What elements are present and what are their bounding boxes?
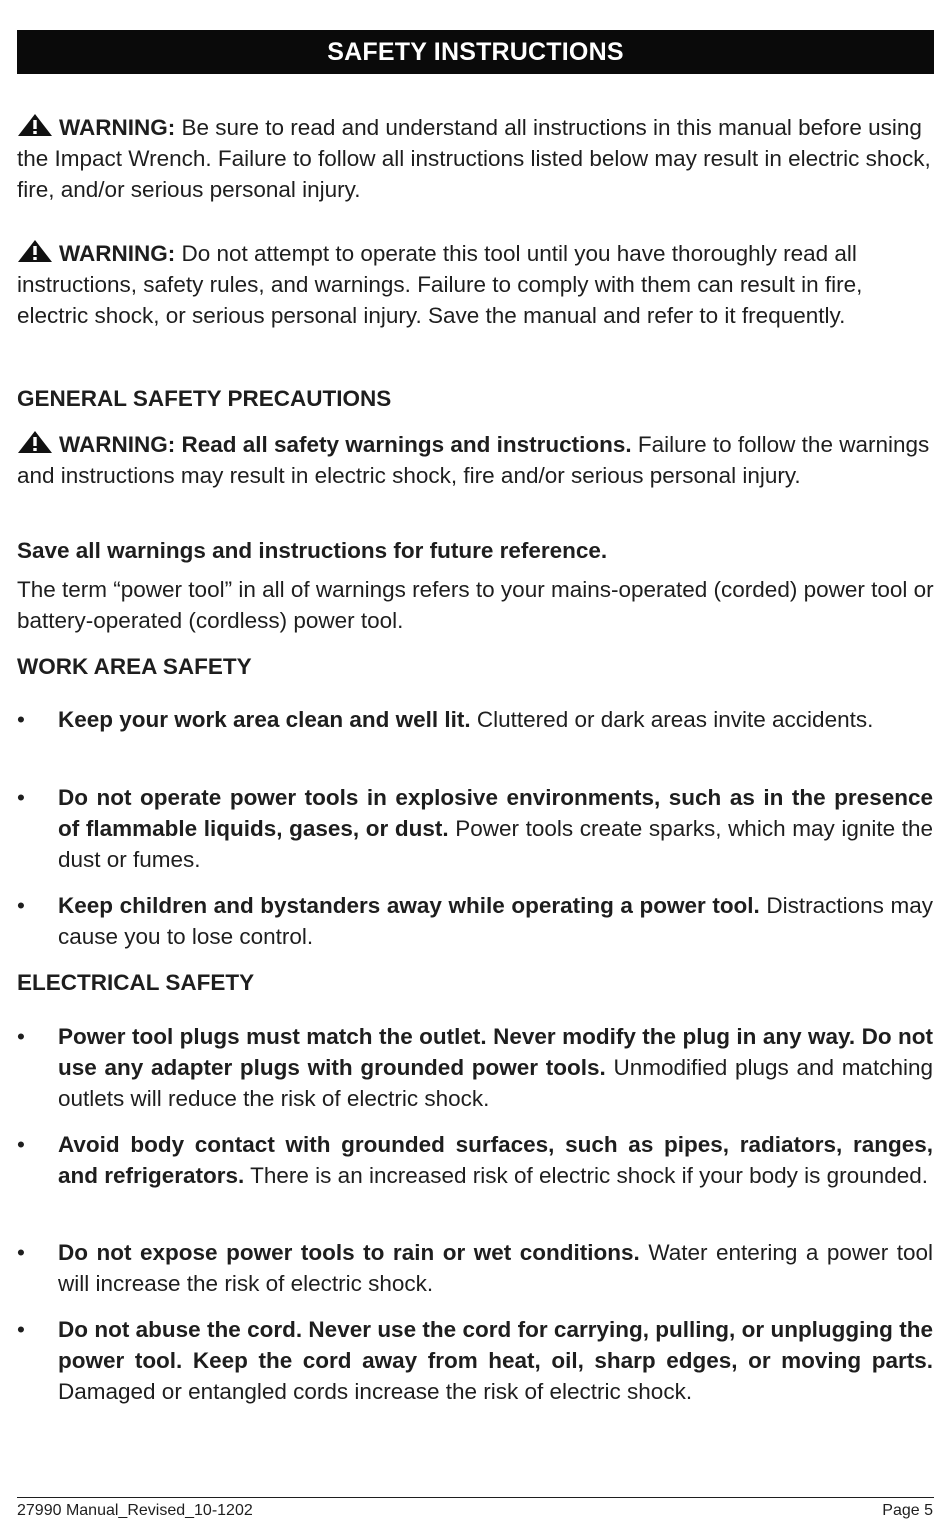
list-item-text (58, 704, 933, 735)
warning-text: Be sure to read and understand all instructions in this manual before using the Impact Wrench. Failure to follow all instructions listed below may result in electric shock, fire, and/or serious personal injury. (17, 115, 931, 202)
bullet-icon: • (17, 707, 25, 732)
bullet-icon: • (17, 893, 25, 918)
save-note: Save all warnings and instructions for future reference. (17, 538, 608, 563)
warning-label: WARNING: (59, 115, 176, 140)
bullet-icon: • (17, 785, 25, 810)
list-item-detail: There is an increased risk of electric shock if your body is grounded. (244, 1163, 928, 1188)
section-heading-electrical: ELECTRICAL SAFETY (17, 970, 255, 995)
list-item-text (58, 890, 933, 952)
list-item-text (58, 1129, 933, 1191)
list-item-text (58, 1021, 933, 1114)
section-heading-general: GENERAL SAFETY PRECAUTIONS (17, 386, 392, 411)
warning-paragraph-1 (17, 112, 935, 205)
warning-triangle-icon (17, 113, 53, 137)
footer-manual-id: 27990 Manual_Revised_10-1202 (17, 1502, 253, 1519)
bullet-icon: • (17, 1024, 25, 1049)
list-item-detail: Damaged or entangled cords increase the risk of electric shock. (58, 1379, 693, 1404)
warning-triangle-icon (17, 430, 53, 454)
bullet-icon: • (17, 1317, 25, 1342)
list-item-text (58, 782, 933, 875)
bullet-icon: • (17, 1240, 25, 1265)
list-item-bold: Keep your work area clean and well lit. (58, 707, 471, 732)
list-item-bold: Power tool plugs must match the outlet. Never modify the plug in any way. Do not use any adapter plugs with grounded power tools. (58, 1024, 933, 1080)
list-item-detail: Power tools create sparks, which may ignite the dust or fumes. (58, 816, 933, 872)
list-item-detail: Distractions may cause you to lose control. (58, 893, 933, 949)
list-item-bold: Keep children and bystanders away while operating a power tool. (58, 893, 760, 918)
list-item-text (58, 1237, 933, 1299)
warning-label: WARNING: (59, 241, 176, 266)
list-item-bold: Avoid body contact with grounded surfaces, such as pipes, radiators, ranges, and refrigerators. (58, 1132, 933, 1188)
footer-divider (17, 1497, 934, 1498)
page-title: SAFETY INSTRUCTIONS (17, 30, 934, 74)
bullet-icon: • (17, 1132, 25, 1157)
warning-text: Failure to follow the warnings and instructions may result in electric shock, fire and/or serious personal injury. (17, 432, 930, 488)
warning-triangle-icon (17, 239, 53, 263)
list-item-bold: Do not expose power tools to rain or wet conditions. (58, 1240, 640, 1265)
warning-text: Do not attempt to operate this tool until you have thoroughly read all instructions, safety rules, and warnings. Failure to comply with them can result in fire, electric shock, or serious personal injury. Save the manual and refer to it frequently. (17, 241, 863, 328)
warning-paragraph-2 (17, 238, 935, 331)
term-note: The term “power tool” in all of warnings refers to your mains-operated (corded) power tool or battery-operated (cordless) power tool. (17, 577, 934, 633)
footer-page-number: Page 5 (882, 1502, 933, 1519)
general-warning-paragraph (17, 429, 935, 491)
warning-label: WARNING: Read all safety warnings and instructions. (59, 432, 632, 457)
list-item-detail: Unmodified plugs and matching outlets will reduce the risk of electric shock. (58, 1055, 933, 1111)
section-heading-work-area: WORK AREA SAFETY (17, 654, 252, 679)
list-item-bold: Do not abuse the cord. Never use the cord for carrying, pulling, or unplugging the power tool. Keep the cord away from heat, oil, sharp edges, or moving parts. (58, 1317, 933, 1373)
list-item-detail: Water entering a power tool will increase the risk of electric shock. (58, 1240, 934, 1296)
list-item-detail: Cluttered or dark areas invite accidents. (470, 707, 874, 732)
list-item-bold: Do not operate power tools in explosive environments, such as in the presence of flammable liquids, gases, or dust. (58, 785, 933, 841)
list-item-text (58, 1314, 933, 1407)
